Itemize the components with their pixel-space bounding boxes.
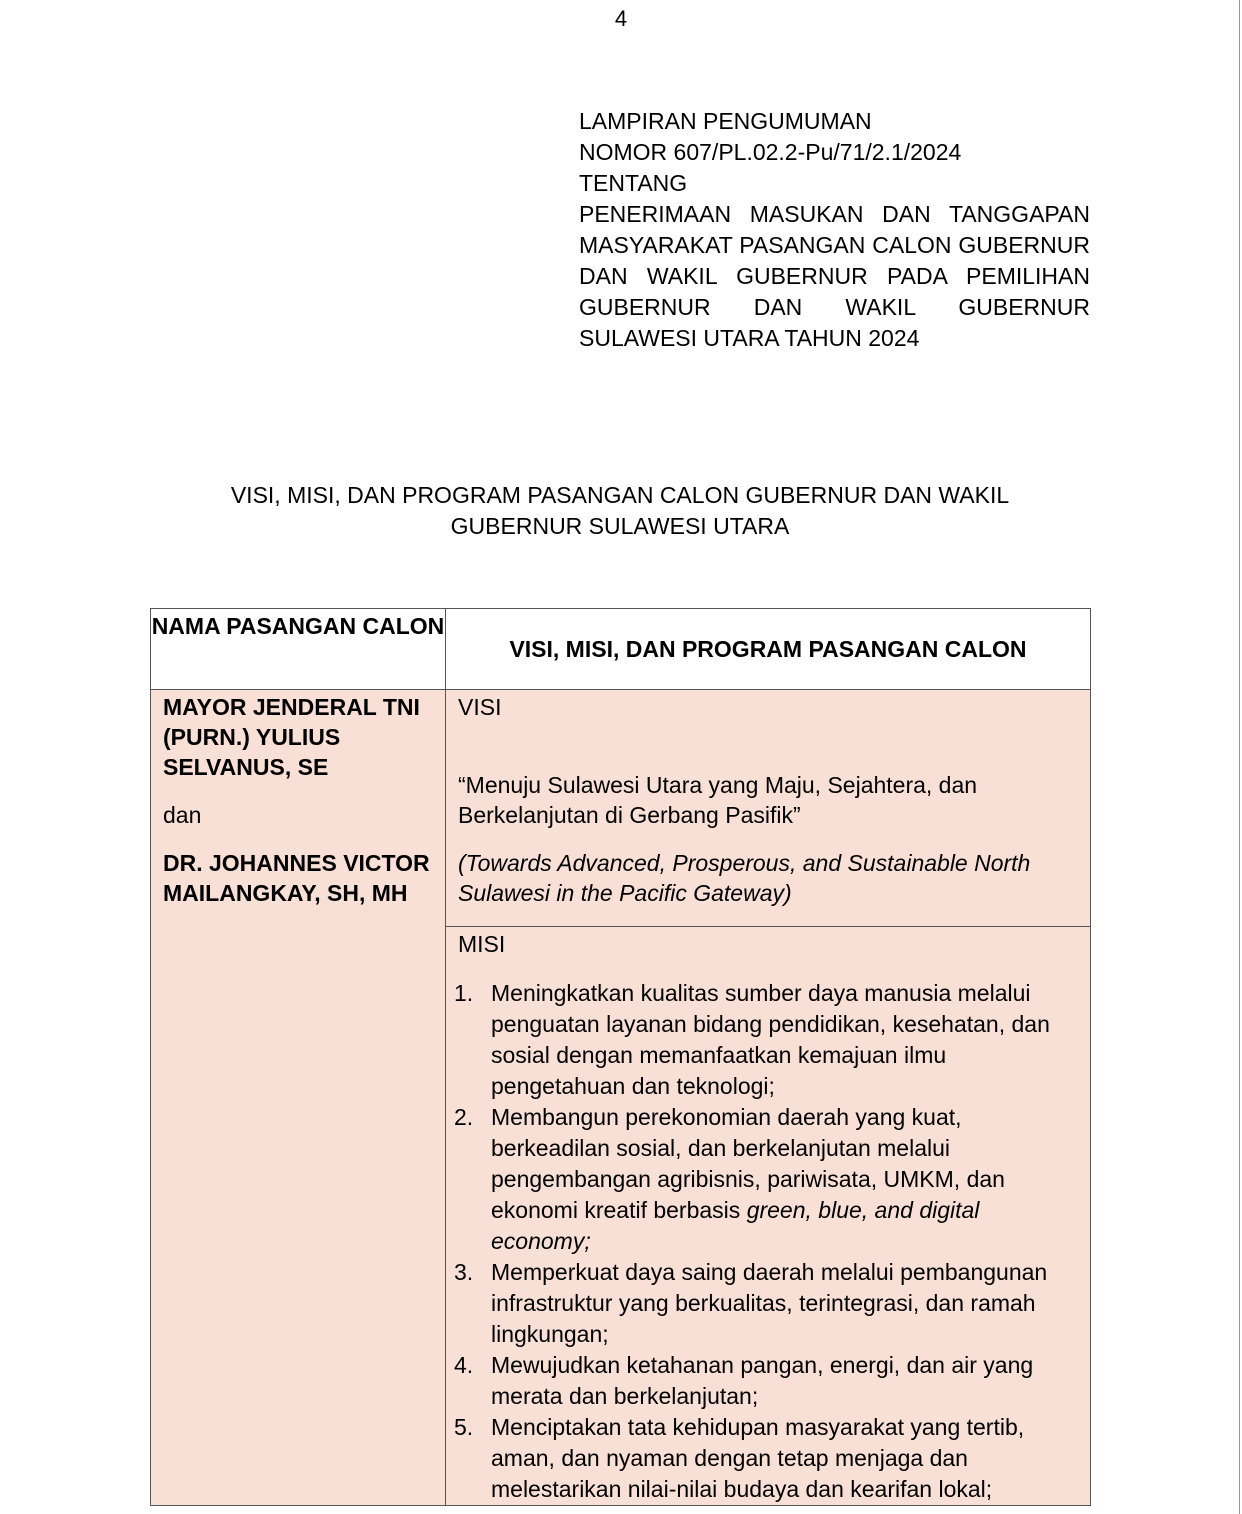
list-item-number: 3. [454,1259,474,1285]
list-item [454,1257,1080,1350]
list-item-number: 4. [454,1352,474,1378]
attachment-header-number: NOMOR 607/PL.02.2-Pu/71/2.1/2024 [579,139,962,165]
page-edge-divider [1239,0,1240,1514]
list-item-text: Mewujudkan ketahanan pangan, energi, dan air yang merata dan berkelanjutan; [491,1352,1034,1409]
list-item-text: Membangun perekonomian daerah yang kuat, berkeadilan sosial, dan berkelanjutan melalui pengembangan agribisnis, pariwisata, UMKM, dan ekonomi kreatif berbasis [491,1104,1005,1223]
visi-statement: “Menuju Sulawesi Utara yang Maju, Sejahtera, dan Berkelanjutan di Gerbang Pasifik” [458,772,978,828]
misi-label: MISI [458,931,506,957]
misi-cell [446,927,1091,1506]
document-title-line-1: VISI, MISI, DAN PROGRAM PASANGAN CALON GUBERNUR DAN WAKIL [230,482,1010,508]
candidate-vice-governor-name: DR. JOHANNES VICTOR MAILANGKAY, SH, MH [163,850,430,906]
list-item-number: 2. [454,1104,474,1130]
attachment-header [579,106,1090,354]
document-title [120,480,1120,542]
list-item-text: Meningkatkan kualitas sumber daya manusia melalui penguatan layanan bidang pendidikan, kesehatan, dan sosial dengan memanfaatkan kemajuan ilmu pengetahuan dan teknologi; [491,980,1050,1099]
attachment-header-subject: PENERIMAAN MASUKAN DAN TANGGAPAN MASYARAKAT PASANGAN CALON GUBERNUR DAN WAKIL GUBERNUR PADA PEMILIHAN GUBERNUR DAN WAKIL GUBERNUR SULAWESI UTARA TAHUN 2024 [579,201,1090,351]
candidate-governor-name: MAYOR JENDERAL TNI (PURN.) YULIUS SELVANUS, SE [163,694,420,780]
visi-cell [446,690,1091,927]
document-title-line-2: GUBERNUR SULAWESI UTARA [450,513,790,539]
header-candidate-name: NAMA PASANGAN CALON [151,609,446,690]
visi-label: VISI [458,694,502,720]
visi-english-translation: (Towards Advanced, Prosperous, and Sustainable North Sulawesi in the Pacific Gateway) [458,850,1031,906]
list-item-number: 1. [454,980,474,1006]
list-item-text: Menciptakan tata kehidupan masyarakat yang tertib, aman, dan nyaman dengan tetap menjaga dan melestarikan nilai-nilai budaya dan kearifan lokal; [491,1414,1025,1502]
list-item-number: 5. [454,1414,474,1440]
attachment-header-tentang: TENTANG [579,170,688,196]
table-header-row [151,609,1091,690]
list-item [454,1102,1080,1257]
header-program: VISI, MISI, DAN PROGRAM PASANGAN CALON [446,609,1091,690]
vision-mission-table [150,608,1091,1506]
list-item [454,1350,1080,1412]
page-number: 4 [614,6,628,31]
candidate-conjunction: dan [163,802,202,828]
attachment-header-line-1: LAMPIRAN PENGUMUMAN [579,108,872,134]
misi-list [454,978,1080,1505]
candidate-name-cell [151,690,446,1506]
list-item-italic-text: green, blue, and digital economy; [491,1197,980,1254]
list-item [454,978,1080,1102]
table-row-visi [151,690,1091,927]
list-item-text: Memperkuat daya saing daerah melalui pembangunan infrastruktur yang berkualitas, terintegrasi, dan ramah lingkungan; [491,1259,1048,1347]
list-item [454,1412,1080,1505]
